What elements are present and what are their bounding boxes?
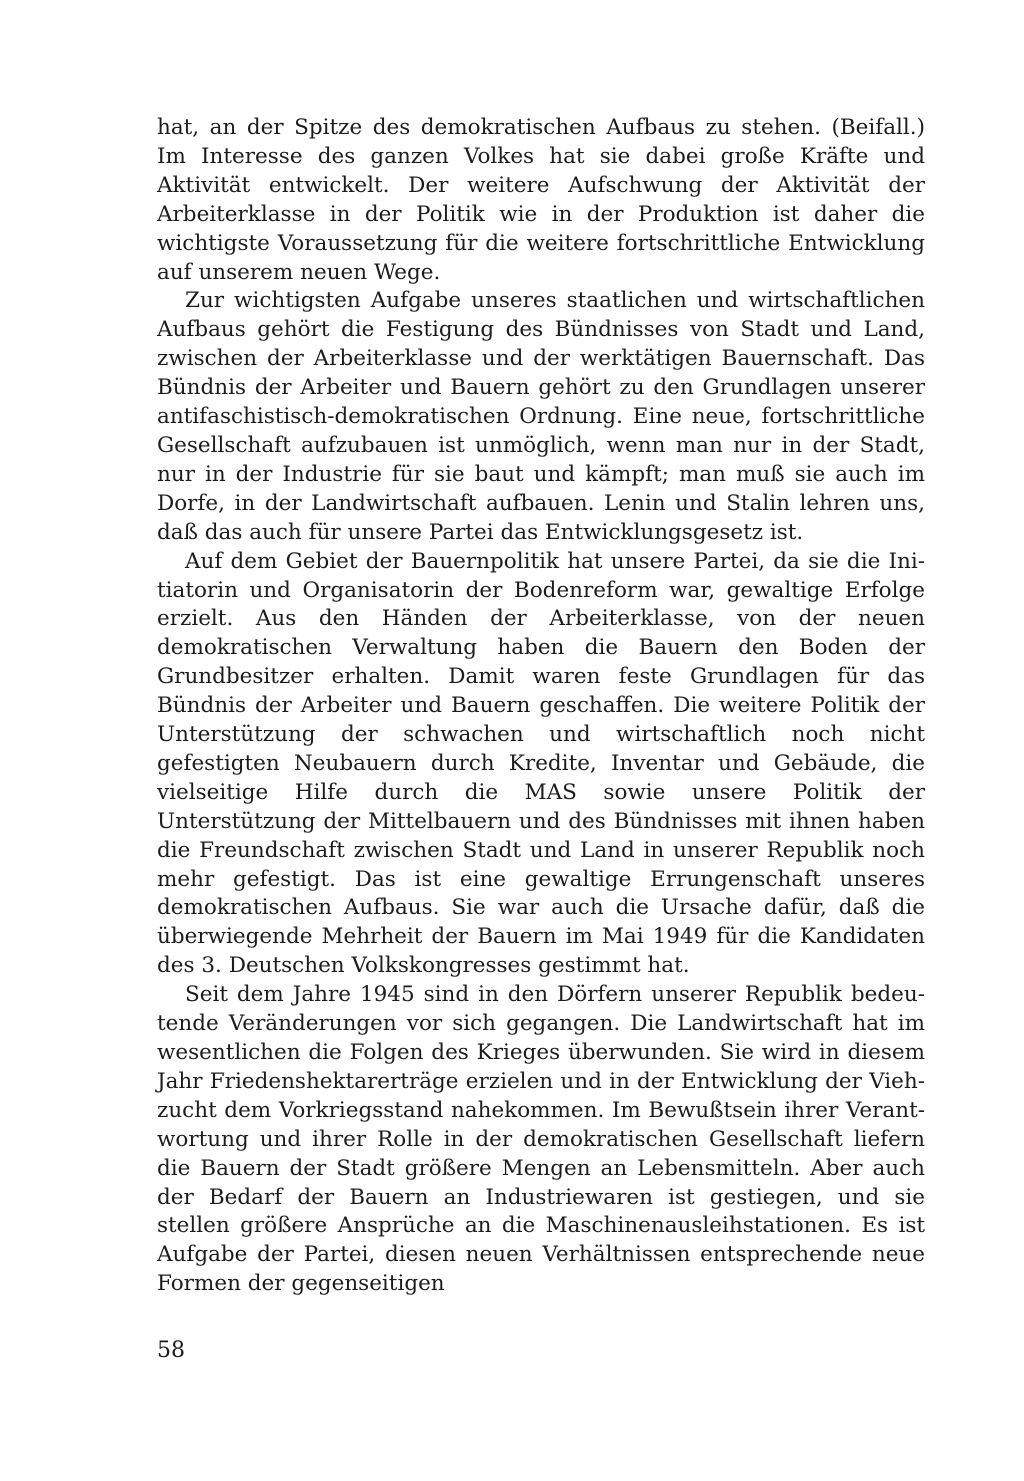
paragraph-3: Auf dem Gebiet der Bauernpolitik hat unsere Partei, da sie die Initiatorin und Organisatorin der Bodenreform war, gewaltige Erfolge erzielt. Aus den Händen der Arbeiterklasse, von der neuen demokratischen Verwaltung haben die Bauern den Boden der Grundbesitzer erhalten. Damit waren feste Grundlagen für das Bündnis der Arbeiter und Bauern geschaffen. Die weitere Politik der Unterstützung der schwachen und wirtschaftlich noch nicht gefestigten Neubauern durch Kredite, Inventar und Gebäude, die vielseitige Hilfe durch die MAS sowie unsere Politik der Unterstützung der Mittelbauern und des Bündnisses mit ihnen haben die Freundschaft zwischen Stadt und Land in unserer Republik noch mehr gefestigt. Das ist eine gewaltige Errungenschaft unseres demokratischen Aufbaus. Sie war auch die Ursache dafür, daß die überwiegende Mehrheit der Bauern im Mai 1949 für die Kandidaten des 3. Deutschen Volkskongresses gestimmt hat. [157, 548, 925, 979]
page-number: 58 [157, 1338, 185, 1363]
paragraph-1: hat, an der Spitze des demokratischen Aufbaus zu stehen. (Beifall.) Im Interesse des ganzen Volkes hat sie dabei große Kräfte und Aktivität entwickelt. Der weitere Aufschwung der Aktivität der Arbeiterklasse in der Politik wie in der Produktion ist daher die wichtigste Voraussetzung für die weitere fortschrittliche Entwicklung auf unserem neuen Wege. [157, 115, 925, 285]
paragraph-4: Seit dem Jahre 1945 sind in den Dörfern unserer Republik bedeutende Veränderungen vor sich gegangen. Die Landwirtschaft hat im wesentlichen die Folgen des Krieges überwunden. Sie wird in diesem Jahr Friedenshektarerträge erzielen und in der Entwicklung der Viehzucht dem Vorkriegsstand nahekommen. Im Bewußtsein ihrer Verantwortung und ihrer Rolle in der demokratischen Gesellschaft liefern die Bauern der Stadt größere Mengen an Lebensmitteln. Aber auch der Bedarf der Bauern an Industriewaren ist gestiegen, und sie stellen größere Ansprüche an die Maschinenausleihstationen. Es ist Aufgabe der Partei, diesen neuen Verhältnissen entsprechende neue Formen der gegenseitigen [157, 982, 925, 1297]
body-text [157, 114, 925, 1299]
paragraph-2: Zur wichtigsten Aufgabe unseres staatlichen und wirtschaftlichen Aufbaus gehört die Festigung des Bündnisses von Stadt und Land, zwischen der Arbeiterklasse und der werktätigen Bauernschaft. Das Bündnis der Arbeiter und Bauern gehört zu den Grundlagen unserer antifaschistisch-demokratischen Ordnung. Eine neue, fortschrittliche Gesellschaft aufzubauen ist unmöglich, wenn man nur in der Stadt, nur in der Industrie für sie baut und kämpft; man muß sie auch im Dorfe, in der Landwirtschaft aufbauen. Lenin und Stalin lehren uns, daß das auch für unsere Partei das Entwicklungsgesetz ist. [157, 288, 925, 545]
